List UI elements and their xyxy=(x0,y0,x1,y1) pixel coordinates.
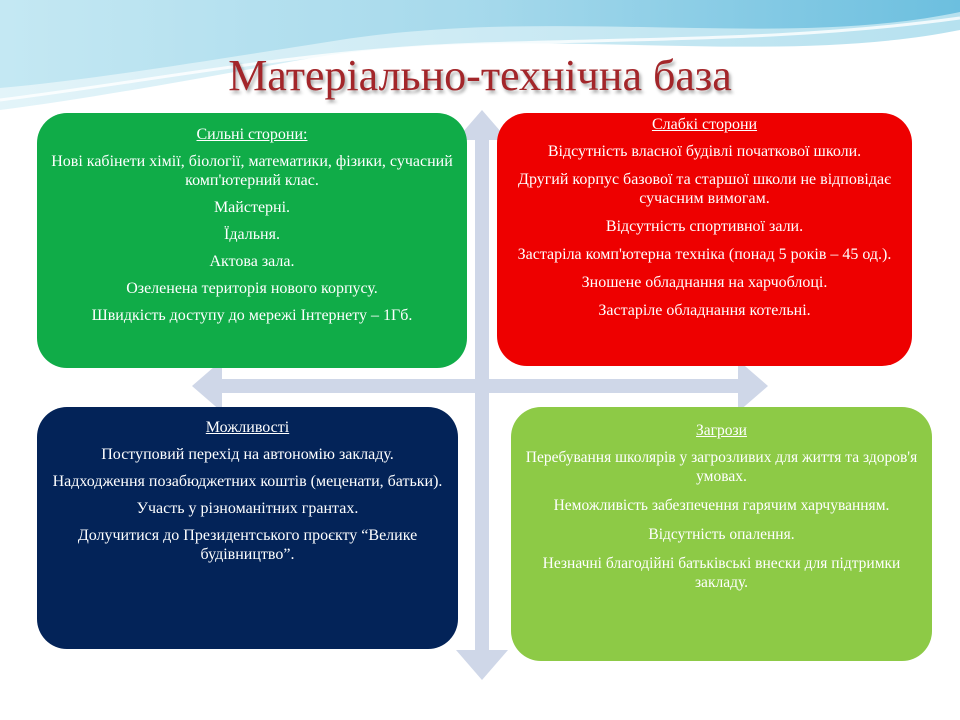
strengths-item: Актова зала. xyxy=(209,253,295,270)
opportunities-item: Надходження позабюджетних коштів (меценати, батьки). xyxy=(52,473,443,490)
opportunities-box xyxy=(37,407,458,649)
weaknesses-item: Застаріле обладнання котельні. xyxy=(598,302,811,319)
horizontal-arrow-shaft xyxy=(220,379,740,393)
weaknesses-item: Відсутність спортивної зали. xyxy=(605,218,804,235)
strengths-item: Майстерні. xyxy=(213,199,291,216)
weaknesses-item: Відсутність власної будівлі початкової школи. xyxy=(547,143,862,160)
arrow-down-icon xyxy=(456,650,508,680)
weaknesses-item: Зношене обладнання на харчоблоці. xyxy=(581,274,828,291)
page-title: Матеріально-технічна база xyxy=(228,51,732,100)
strengths-heading: Сильні сторони: xyxy=(196,126,308,143)
threats-item: Неможливість забезпечення гарячим харчуванням. xyxy=(553,497,890,514)
weaknesses-box xyxy=(497,113,912,366)
strengths-item: Швидкість доступу до мережі Інтернету – 1Гб. xyxy=(91,307,413,324)
weaknesses-item: Застаріла комп'ютерна техніка (понад 5 років – 45 од.). xyxy=(517,246,892,263)
weaknesses-heading: Слабкі сторони xyxy=(651,116,758,133)
opportunities-item: Участь у різноманітних грантах. xyxy=(136,500,359,517)
strengths-item: Озеленена територія нового корпусу. xyxy=(126,280,378,297)
opportunities-item: Долучитися до Президентського проєкту “Велике будівництво”. xyxy=(77,527,418,563)
threats-item: Перебування школярів у загрозливих для життя та здоров'я умовах. xyxy=(525,449,918,485)
vertical-arrow-shaft xyxy=(475,135,489,655)
threats-item: Відсутність опалення. xyxy=(648,526,795,543)
threats-box xyxy=(511,407,932,661)
threats-item: Незначні благодійні батьківські внески для підтримки закладу. xyxy=(542,555,901,591)
weaknesses-item: Другий корпус базової та старшої школи не відповідає сучасним вимогам. xyxy=(518,171,891,207)
threats-heading: Загрози xyxy=(696,422,747,439)
strengths-item: Їдальня. xyxy=(224,226,280,243)
opportunities-item: Поступовий перехід на автономію закладу. xyxy=(101,446,394,463)
arrow-right-icon xyxy=(738,360,768,412)
opportunities-heading: Можливості xyxy=(205,419,290,436)
strengths-box xyxy=(37,113,467,368)
strengths-item: Нові кабінети хімії, біології, математики, фізики, сучасний комп'ютерний клас. xyxy=(51,153,453,189)
